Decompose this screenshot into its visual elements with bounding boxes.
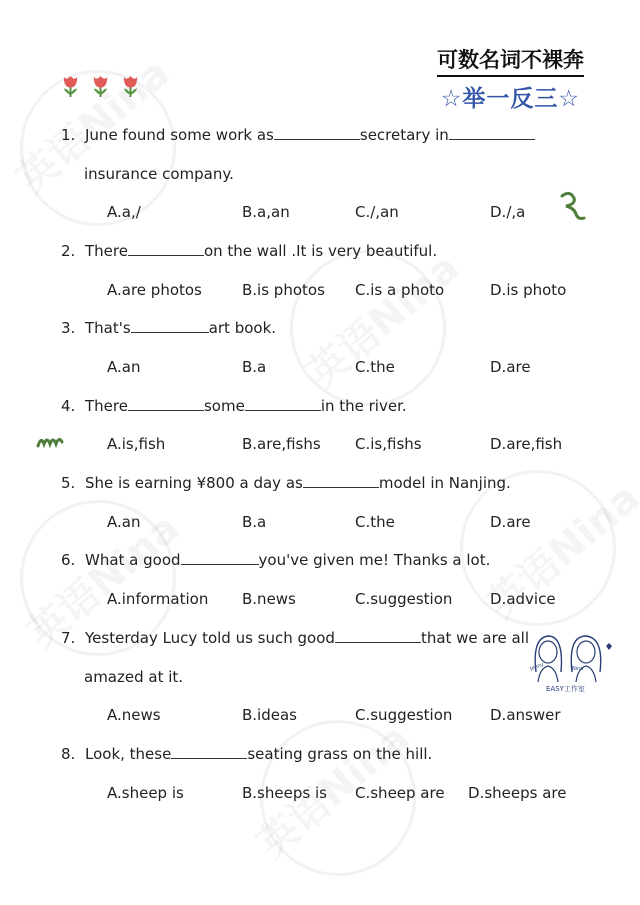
answer-blank[interactable] (335, 629, 421, 643)
question-7-options (107, 706, 607, 726)
answer-blank[interactable] (131, 319, 209, 333)
option-b[interactable]: B.a (242, 358, 267, 376)
option-b[interactable]: B.a (242, 513, 267, 531)
option-a[interactable]: A.sheep is (107, 784, 184, 802)
option-a[interactable]: A.information (107, 590, 209, 608)
option-a[interactable]: A.is,fish (107, 435, 166, 453)
option-d[interactable]: D.advice (490, 590, 556, 608)
option-a[interactable]: A.are photos (107, 281, 202, 299)
answer-blank[interactable] (128, 397, 204, 411)
question-8-options (107, 784, 607, 804)
illustration (528, 628, 612, 696)
option-a[interactable]: A.an (107, 358, 141, 376)
page-subtitle: ☆举一反三☆ (440, 86, 580, 112)
answer-blank[interactable] (171, 745, 247, 759)
answer-blank[interactable] (274, 126, 360, 140)
option-b[interactable]: B.is photos (242, 281, 325, 299)
flower-decoration (60, 74, 141, 99)
option-d[interactable]: D.are (490, 358, 531, 376)
option-a[interactable]: A.an (107, 513, 141, 531)
answer-blank[interactable] (181, 551, 259, 565)
option-c[interactable]: C.is,fishs (355, 435, 422, 453)
question-2-options (107, 281, 607, 301)
answer-blank[interactable] (449, 126, 535, 140)
option-c[interactable]: C.is a photo (355, 281, 445, 299)
illustration-name-right: Nina (572, 666, 584, 672)
answer-blank[interactable] (303, 474, 379, 488)
option-c[interactable]: C./,an (355, 203, 399, 221)
question-1-continuation: insurance company. (84, 165, 234, 183)
page-title: 可数名词不裸奔 (437, 44, 584, 77)
option-d[interactable]: D./,a (490, 203, 526, 221)
question-6: 6. What a good you've given me! Thanks a lot. (61, 551, 491, 569)
question-7: 7. Yesterday Lucy told us such good that we are all (61, 629, 529, 647)
option-b[interactable]: B.sheeps is (242, 784, 327, 802)
question-4-options (107, 435, 607, 455)
option-c[interactable]: C.suggestion (355, 590, 453, 608)
question-8: 8. Look, these seating grass on the hill. (61, 745, 433, 763)
option-d[interactable]: D.are,fish (490, 435, 563, 453)
question-3-options (107, 358, 607, 378)
option-b[interactable]: B.ideas (242, 706, 297, 724)
question-5: 5. She is earning ¥800 a day as model in Nanjing. (61, 474, 511, 492)
question-5-options (107, 513, 607, 533)
illustration-caption: EASY工作室 (546, 685, 585, 693)
question-4: 4. There some in the river. (61, 397, 407, 415)
option-b[interactable]: B.news (242, 590, 296, 608)
answer-blank[interactable] (245, 397, 321, 411)
option-d[interactable]: D.are (490, 513, 531, 531)
question-1-options (107, 203, 607, 223)
illustration-name-left: Jenny (529, 661, 545, 673)
option-c[interactable]: C.suggestion (355, 706, 453, 724)
tulip-icon (90, 74, 111, 99)
zigzag-icon (36, 432, 64, 452)
two-girls-icon (528, 628, 612, 682)
option-b[interactable]: B.a,an (242, 203, 290, 221)
question-1: 1. June found some work as secretary in (61, 126, 535, 144)
option-d[interactable]: D.is photo (490, 281, 567, 299)
question-3: 3. That's art book. (61, 319, 277, 337)
option-c[interactable]: C.the (355, 513, 395, 531)
option-d[interactable]: D.answer (490, 706, 561, 724)
question-7-continuation: amazed at it. (84, 668, 184, 686)
option-c[interactable]: C.the (355, 358, 395, 376)
question-2: 2. There on the wall .It is very beautiful. (61, 242, 438, 260)
option-d[interactable]: D.sheeps are (468, 784, 567, 802)
option-b[interactable]: B.are,fishs (242, 435, 321, 453)
question-6-options (107, 590, 607, 610)
answer-blank[interactable] (128, 242, 204, 256)
tulip-icon (60, 74, 81, 99)
option-a[interactable]: A.news (107, 706, 161, 724)
option-a[interactable]: A.a,/ (107, 203, 141, 221)
tulip-icon (120, 74, 141, 99)
option-c[interactable]: C.sheep are (355, 784, 445, 802)
